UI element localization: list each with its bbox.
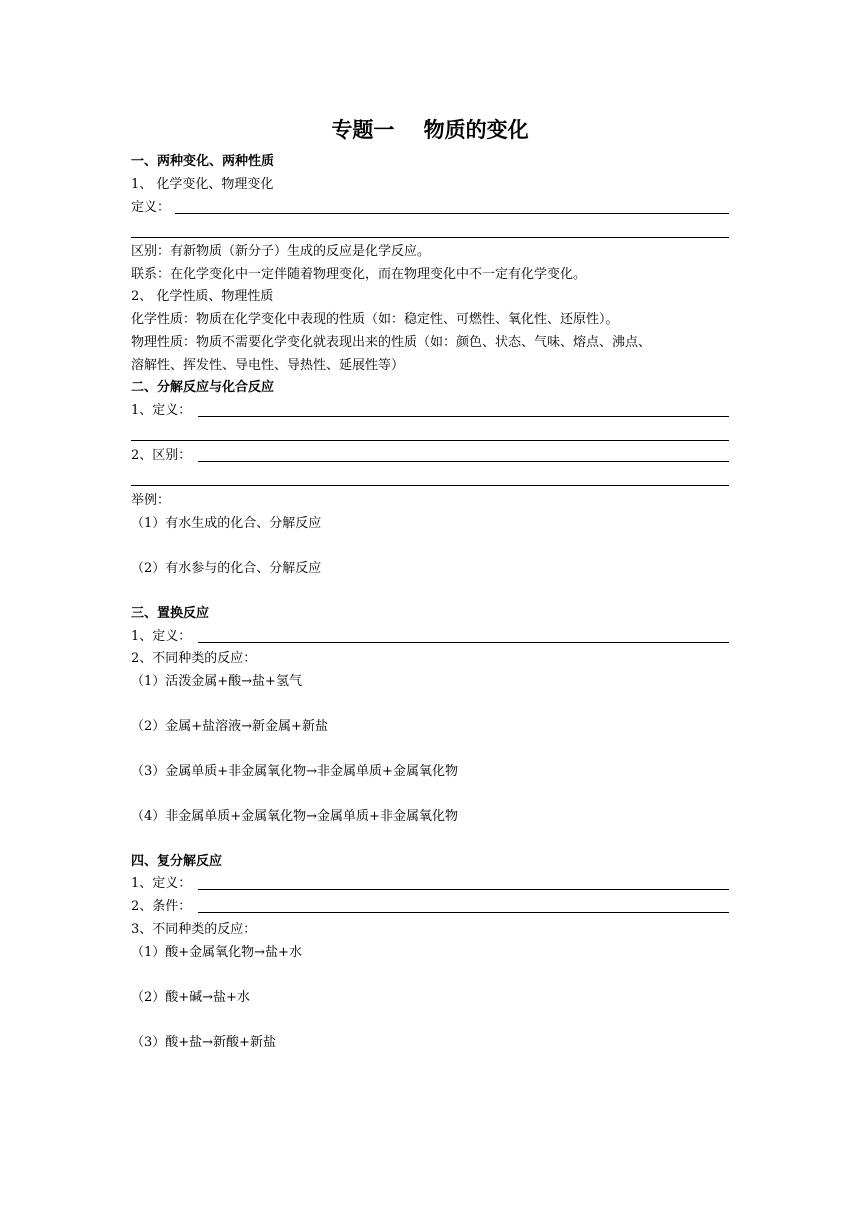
section-4-heading: 四、复分解反应 [131, 854, 223, 869]
page-title: 专题一 物质的变化 [331, 118, 529, 142]
physical-property-text-cont: 溶解性、挥发性、导电性、导热性、延展性等） [131, 358, 405, 373]
fill-in-line [198, 912, 729, 913]
section-1-item-2: 2、 化学性质、物理性质 [131, 289, 274, 304]
definition-label: 定义： [131, 200, 171, 215]
reaction-2: （2）金属+盐溶液→新金属+新盐 [131, 719, 328, 734]
reaction-3: （3）酸+盐→新酸+新盐 [131, 1035, 276, 1050]
reaction-4: （4）非金属单质+金属氧化物→金属单质+非金属氧化物 [131, 809, 458, 824]
section-3-heading: 三、置换反应 [131, 606, 210, 621]
definition-label: 1、定义： [131, 629, 192, 644]
fill-in-line [198, 642, 729, 643]
fill-in-line [175, 213, 729, 214]
condition-label: 2、条件： [131, 899, 192, 914]
reaction-2: （2）酸+碱→盐+水 [131, 990, 250, 1005]
section-1-item-1: 1、 化学变化、物理变化 [131, 177, 274, 192]
reaction-types-label: 3、不同种类的反应： [131, 922, 257, 937]
example-1: （1）有水生成的化合、分解反应 [131, 516, 322, 531]
fill-in-line [131, 440, 729, 441]
section-2-heading: 二、分解反应与化合反应 [131, 380, 275, 395]
reaction-1: （1）酸+金属氧化物→盐+水 [131, 945, 302, 960]
fill-in-line [198, 461, 729, 462]
connection-text: 联系：在化学变化中一定伴随着物理变化，而在物理变化中不一定有化学变化。 [131, 267, 587, 282]
definition-label: 1、定义： [131, 876, 192, 891]
fill-in-line [131, 237, 729, 238]
reaction-types-label: 2、不同种类的反应： [131, 651, 257, 666]
fill-in-line [198, 889, 729, 890]
reaction-1: （1）活泼金属+酸→盐+氢气 [131, 674, 302, 689]
difference-label: 2、区别： [131, 448, 192, 463]
difference-text: 区别：有新物质（新分子）生成的反应是化学反应。 [131, 244, 431, 259]
reaction-3: （3）金属单质+非金属氧化物→非金属单质+金属氧化物 [131, 764, 458, 779]
fill-in-line [198, 416, 729, 417]
chemical-property-text: 化学性质：物质在化学变化中表现的性质（如：稳定性、可燃性、氧化性、还原性）。 [131, 312, 619, 327]
physical-property-text: 物理性质：物质不需要化学变化就表现出来的性质（如：颜色、状态、气味、熔点、沸点、 [131, 335, 652, 350]
definition-label: 1、定义： [131, 403, 192, 418]
example-2: （2）有水参与的化合、分解反应 [131, 561, 322, 576]
section-1-heading: 一、两种变化、两种性质 [131, 154, 275, 169]
fill-in-line [131, 485, 729, 486]
example-label: 举例： [131, 493, 171, 508]
